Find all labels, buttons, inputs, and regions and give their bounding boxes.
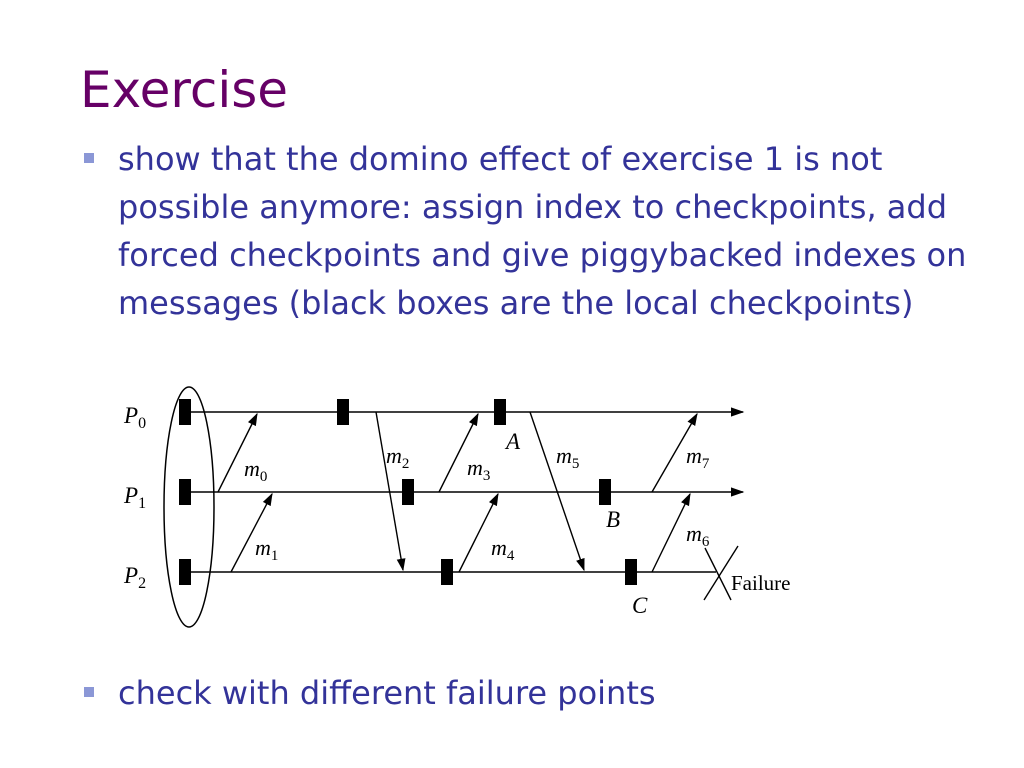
failure-label: Failure (731, 571, 791, 595)
bullet-text-1: show that the domino effect of exercise 1 is not possible anymore: assign index to checkpoints, add forced checkpoints and give piggybacked indexes on messages (black boxes are the local checkpoints) (118, 140, 967, 322)
message-arrow-m5 (530, 412, 584, 570)
message-label-m1: $m_1$ (255, 535, 279, 564)
process-label-p0: $P_0$ (124, 403, 147, 432)
process-label-p1: $P_1$ (124, 483, 147, 512)
checkpoint-p1-second (402, 479, 414, 505)
checkpoint-p2-second (441, 559, 453, 585)
bullet-text-2: check with different failure points (118, 674, 656, 712)
checkpoint-p0-initial (179, 399, 191, 425)
checkpoint-b (599, 479, 611, 505)
checkpoint-label-b: B (606, 507, 621, 532)
checkpoint-p0-second (337, 399, 349, 425)
message-label-m2: $m_2$ (386, 443, 410, 472)
message-label-m5: $m_5$ (556, 443, 580, 472)
message-label-m0: $m_0$ (244, 456, 268, 485)
message-label-m3: $m_3$ (467, 455, 491, 484)
checkpoint-label-c: C (632, 593, 648, 618)
checkpoint-p1-initial (179, 479, 191, 505)
message-arrow-m4 (459, 494, 498, 572)
checkpoint-p2-initial (179, 559, 191, 585)
message-label-m6: $m_6$ (686, 521, 710, 550)
checkpoint-a (494, 399, 506, 425)
message-label-m4: $m_4$ (491, 535, 515, 564)
message-arrow-m2 (376, 412, 403, 570)
checkpoint-label-a: A (506, 429, 521, 454)
process-label-p2: $P_2$ (124, 563, 147, 592)
message-arrow-m3 (439, 414, 478, 492)
slide-title: Exercise (80, 61, 289, 119)
message-arrow-m1 (231, 494, 272, 572)
message-label-m7: $m_7$ (686, 443, 710, 472)
checkpoint-c (625, 559, 637, 585)
message-arrow-m6 (652, 494, 690, 572)
